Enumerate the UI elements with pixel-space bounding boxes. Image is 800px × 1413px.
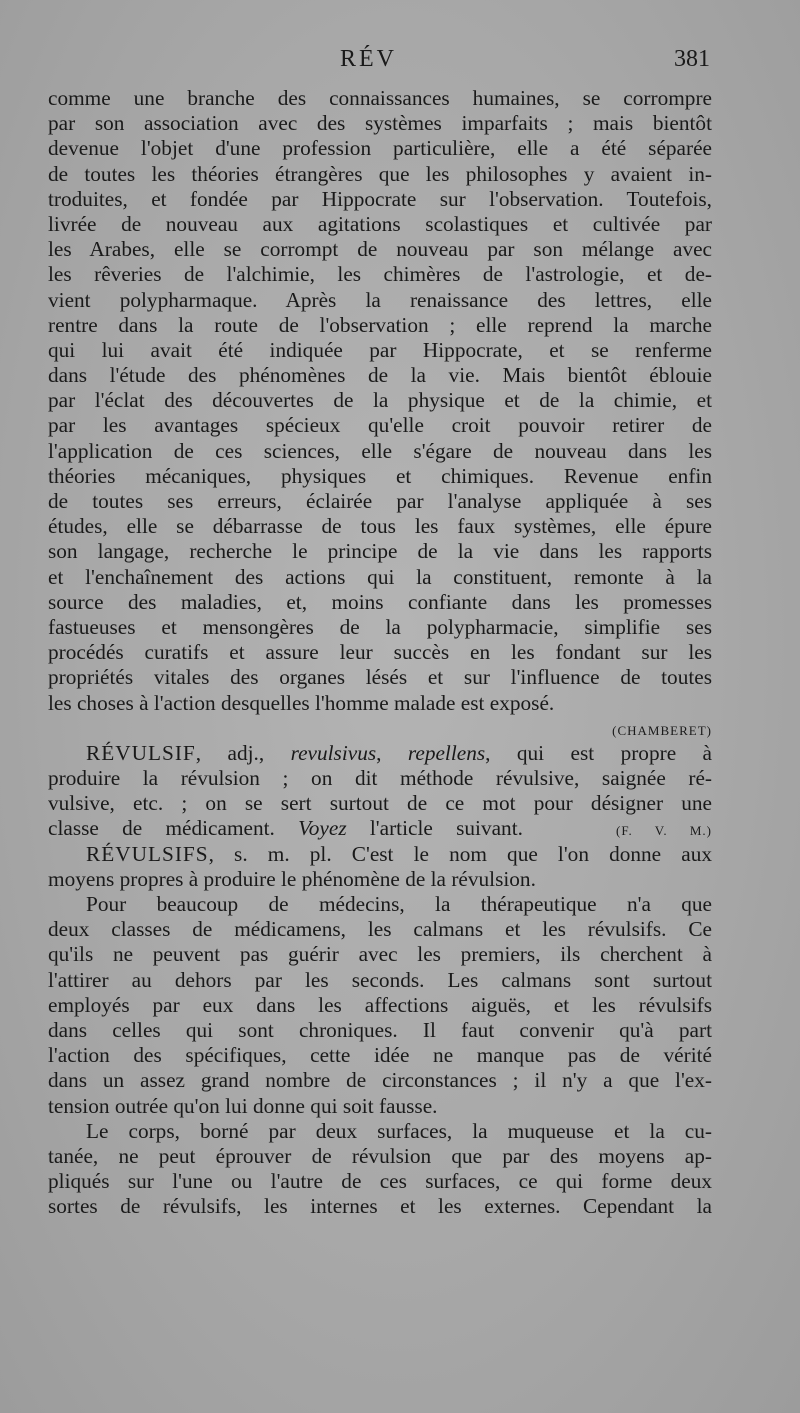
text-line: livrée de nouveau aux agitations scolastiques et cultivée par [48, 211, 712, 236]
entry-text: l'article suivant. [346, 816, 523, 841]
text-line: devenue l'objet d'une profession particulière, elle a été séparée [48, 136, 712, 161]
body-text [48, 86, 712, 1219]
text-line: troduites, et fondée par Hippocrate sur l'observation. Toutefois, [48, 186, 712, 211]
page-header [0, 46, 800, 86]
signature-text: (CHAMBERET) [612, 722, 712, 738]
text-line: tension outrée qu'on lui donne qui soit fausse. [48, 1093, 438, 1118]
text-line: vient polypharmaque. Après la renaissance des lettres, elle [48, 287, 712, 312]
text-line: deux classes de médicamens, les calmans et les révulsifs. Ce [48, 917, 712, 942]
text-line: qui lui avait été indiquée par Hippocrate, et se renferme [48, 337, 712, 362]
text-line: tanée, ne peut éprouver de révulsion que par des moyens ap- [48, 1143, 712, 1168]
text-line: vulsive, etc. ; on se sert surtout de ce mot pour désigner une [48, 791, 712, 816]
text-line: dans celles qui sont chroniques. Il faut convenir qu'à part [48, 1017, 712, 1042]
text-line: rentre dans la route de l'observation ; elle reprend la marche [48, 312, 712, 337]
text-line: l'application de ces sciences, elle s'égare de nouveau dans les [48, 438, 712, 463]
text-line: théories mécaniques, physiques et chimiques. Revenue enfin [48, 463, 712, 488]
text-line: l'action des spécifiques, cette idée ne manque pas de vérité [48, 1043, 712, 1068]
text-line: fastueuses et mensongères de la polypharmacie, simplifie ses [48, 614, 712, 639]
text-line: de toutes les théories étrangères que les philosophes y avaient in- [48, 161, 712, 186]
text-line: par les avantages spécieux qu'elle croit pouvoir retirer de [48, 413, 712, 438]
author-signature: (F. V. M.) [616, 823, 713, 839]
entry-revulsifs [48, 842, 712, 867]
running-head: RÉV [340, 46, 397, 72]
text-line [48, 816, 712, 841]
text-line: employés par eux dans les affections aiguës, et les révulsifs [48, 992, 712, 1017]
text-line: son langage, recherche le principe de la vie dans les rapports [48, 539, 712, 564]
text-line: par l'éclat des découvertes de la physique et de la chimie, et [48, 388, 712, 413]
text-line: et l'enchaînement des actions qui la constituent, remonte à la [48, 564, 712, 589]
text-line: produire la révulsion ; on dit méthode révulsive, saignée ré- [48, 766, 712, 791]
text-line: Pour beaucoup de médecins, la thérapeutique n'a que [86, 892, 712, 916]
entry-headword: RÉVULSIF [86, 740, 196, 765]
text-line: dans un assez grand nombre de circonstances ; il n'y a que l'ex- [48, 1068, 712, 1093]
text-line: par son association avec des systèmes imparfaits ; mais bientôt [48, 111, 712, 136]
text-line: propriétés vitales des organes lésés et sur l'influence de toutes [48, 665, 712, 690]
entry-revulsif [48, 741, 712, 766]
entry-headword: RÉVULSIFS [86, 841, 209, 866]
entry-text: , [376, 740, 408, 765]
page-number: 381 [674, 46, 710, 72]
text-line: moyens propres à produire le phénomène de la révulsion. [48, 866, 536, 891]
entry-text: , qui est propre à [485, 740, 713, 765]
text-line: les rêveries de l'alchimie, les chimères de l'astrologie, et de- [48, 262, 712, 287]
text-line: sortes de révulsifs, les internes et les externes. Cependant la [48, 1194, 712, 1219]
text-line: les choses à l'action desquelles l'homme malade est exposé. [48, 690, 555, 715]
text-line: source des maladies, et, moins confiante dans les promesses [48, 589, 712, 614]
text-line: de toutes ses erreurs, éclairée par l'analyse appliquée à ses [48, 489, 712, 513]
text-line: les Arabes, elle se corrompt de nouveau par son mélange avec [48, 237, 712, 262]
entry-text: classe de médicament. [48, 816, 299, 841]
text-line: l'attirer au dehors par les seconds. Les calmans sont surtout [48, 967, 712, 992]
latin-term: revulsivus [290, 740, 377, 765]
text-line: pliqués sur l'une ou l'autre de ces surfaces, ce qui forme deux [48, 1169, 712, 1194]
author-signature [48, 716, 712, 741]
text-line: comme une branche des connaissances humaines, se corrompre [48, 86, 712, 110]
cross-reference: Voyez [298, 816, 347, 841]
text-line: dans l'étude des phénomènes de la vie. Mais bientôt éblouie [48, 363, 712, 388]
latin-term: repellens [407, 740, 486, 765]
text-line: qu'ils ne peuvent pas guérir avec les premiers, ils cherchent à [48, 942, 712, 967]
entry-text: , adj., [195, 740, 291, 765]
text-line: études, elle se débarrasse de tous les faux systèmes, elle épure [48, 514, 712, 539]
text-line: procédés curatifs et assure leur succès en les fondant sur les [48, 640, 712, 665]
text-line: Le corps, borné par deux surfaces, la muqueuse et la cu- [86, 1118, 712, 1143]
entry-text: , s. m. pl. C'est le nom que l'on donne aux [208, 841, 712, 866]
